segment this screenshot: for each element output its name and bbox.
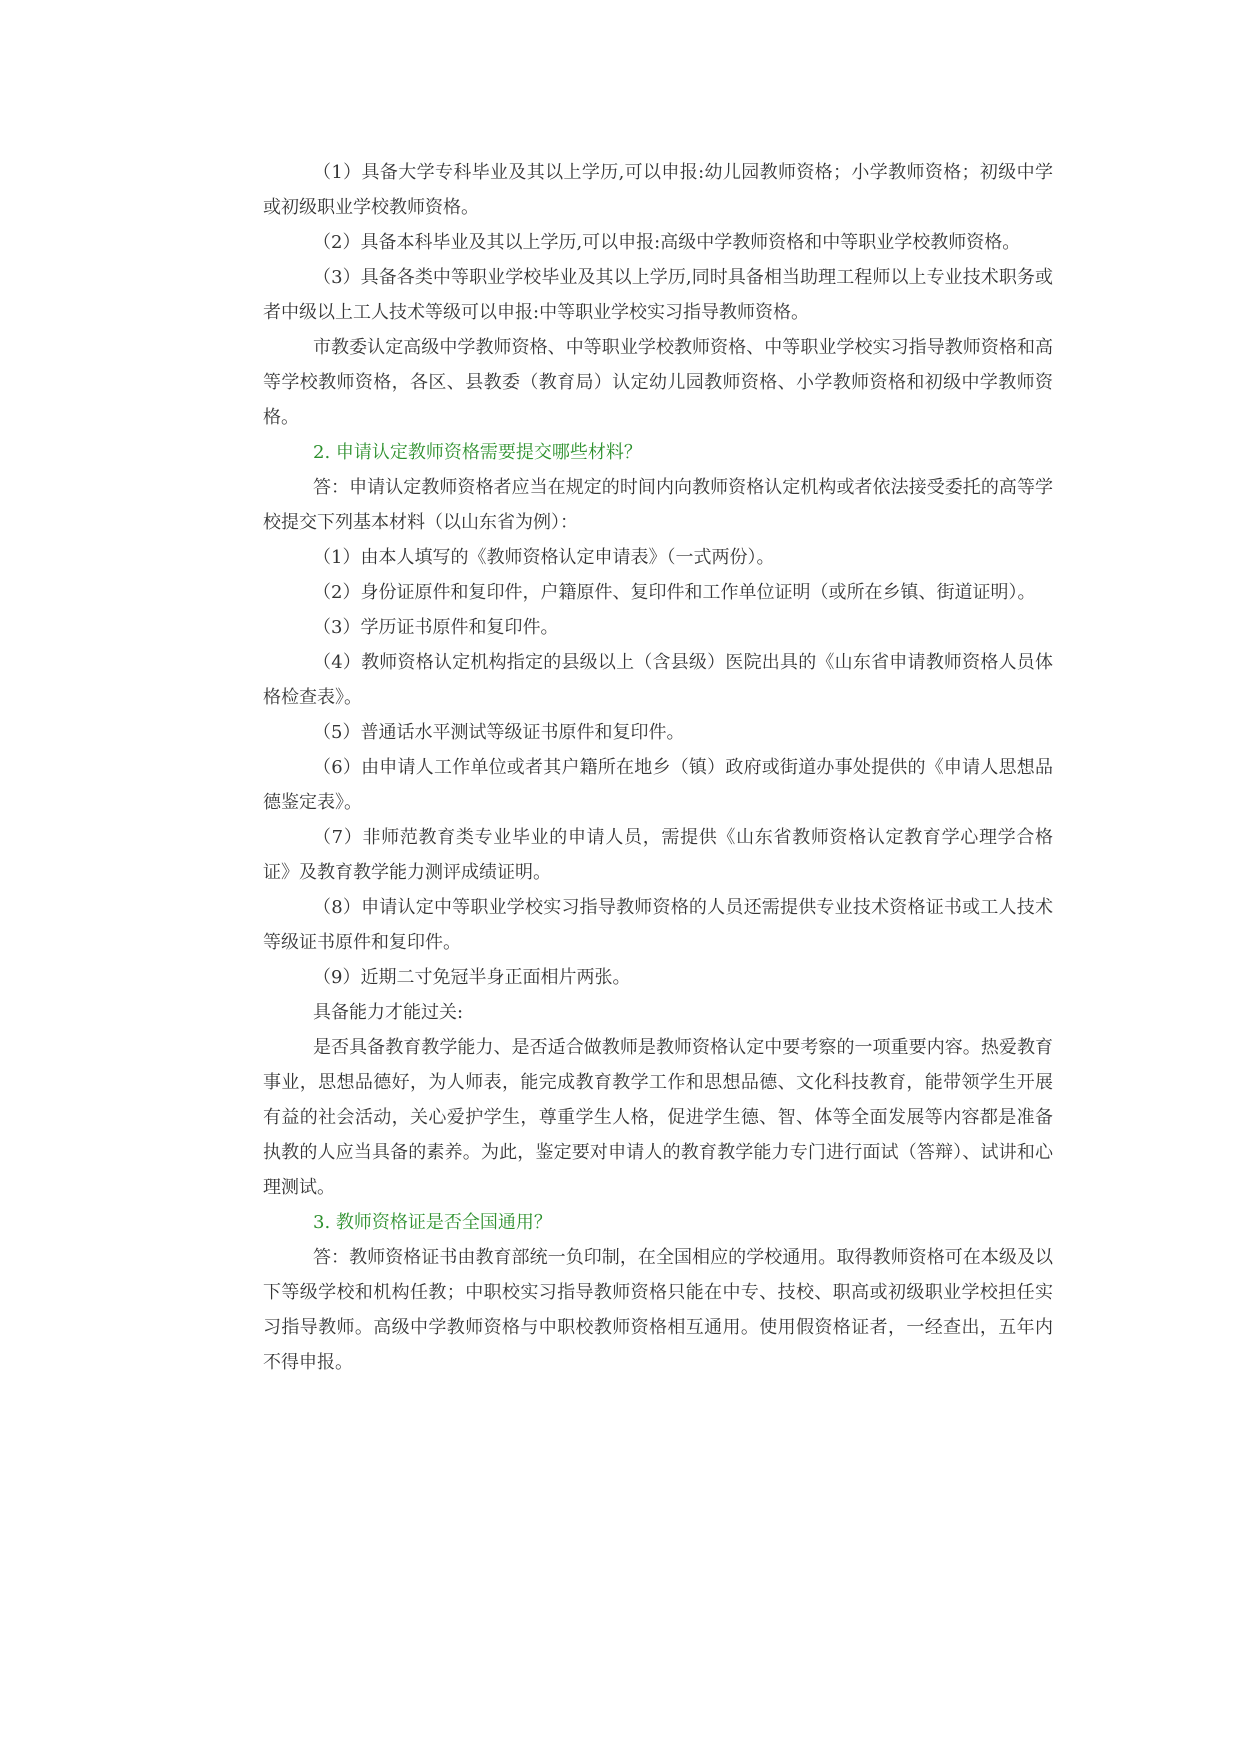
material-item-6: （6）由申请人工作单位或者其户籍所在地乡（镇）政府或街道办事处提供的《申请人思想品德鉴定表》。 xyxy=(263,757,1053,813)
material-item-8: （8）申请认定中等职业学校实习指导教师资格的人员还需提供专业技术资格证书或工人技术等级证书原件和复印件。 xyxy=(263,897,1053,953)
paragraph-qualification-3: （3）具备各类中等职业学校毕业及其以上学历,同时具备相当助理工程师以上专业技术职务或者中级以上工人技术等级可以申报:中等职业学校实习指导教师资格。 xyxy=(263,267,1053,323)
material-item-2: （2）身份证原件和复印件，户籍原件、复印件和工作单位证明（或所在乡镇、街道证明）。 xyxy=(313,582,1036,603)
paragraph-certification-authority: 市教委认定高级中学教师资格、中等职业学校教师资格、中等职业学校实习指导教师资格和高等学校教师资格，各区、县教委（教育局）认定幼儿园教师资格、小学教师资格和初级中学教师资格。 xyxy=(263,337,1053,428)
paragraph-qualification-1: （1）具备大学专科毕业及其以上学历,可以申报:幼儿园教师资格；小学教师资格；初级中学或初级职业学校教师资格。 xyxy=(263,162,1053,218)
ability-subheading: 具备能力才能过关: xyxy=(313,1002,464,1023)
material-item-1: （1）由本人填写的《教师资格认定申请表》（一式两份）。 xyxy=(313,547,775,568)
question-heading-3: 3. 教师资格证是否全国通用？ xyxy=(313,1212,552,1233)
material-item-5: （5）普通话水平测试等级证书原件和复印件。 xyxy=(313,722,685,743)
material-item-3: （3）学历证书原件和复印件。 xyxy=(313,617,559,638)
document-body xyxy=(263,155,1053,1380)
ability-paragraph: 是否具备教育教学能力、是否适合做教师是教师资格认定中要考察的一项重要内容。热爱教育事业，思想品德好，为人师表，能完成教育教学工作和思想品德、文化科技教育，能带领学生开展有益的社会活动，关心爱护学生，尊重学生人格，促进学生德、智、体等全面发展等内容都是准备执教的人应当具备的素养。为此，鉴定要对申请人的教育教学能力专门进行面试（答辩）、试讲和心理测试。 xyxy=(263,1037,1053,1198)
material-item-7: （7）非师范教育类专业毕业的申请人员，需提供《山东省教师资格认定教育学心理学合格证》及教育教学能力测评成绩证明。 xyxy=(263,827,1053,883)
material-item-9: （9）近期二寸免冠半身正面相片两张。 xyxy=(313,967,631,988)
paragraph-qualification-2: （2）具备本科毕业及其以上学历,可以申报:高级中学教师资格和中等职业学校教师资格。 xyxy=(313,232,1021,253)
material-item-4: （4）教师资格认定机构指定的县级以上（含县级）医院出具的《山东省申请教师资格人员体格检查表》。 xyxy=(263,652,1053,708)
answer-paragraph-2: 答：申请认定教师资格者应当在规定的时间内向教师资格认定机构或者依法接受委托的高等学校提交下列基本材料（以山东省为例）： xyxy=(263,477,1053,533)
answer-paragraph-3: 答：教师资格证书由教育部统一负印制，在全国相应的学校通用。取得教师资格可在本级及以下等级学校和机构任教；中职校实习指导教师资格只能在中专、技校、职高或初级职业学校担任实习指导教师。高级中学教师资格与中职校教师资格相互通用。使用假资格证者，一经查出，五年内不得申报。 xyxy=(263,1247,1053,1373)
question-heading-2: 2. 申请认定教师资格需要提交哪些材料？ xyxy=(313,442,642,463)
